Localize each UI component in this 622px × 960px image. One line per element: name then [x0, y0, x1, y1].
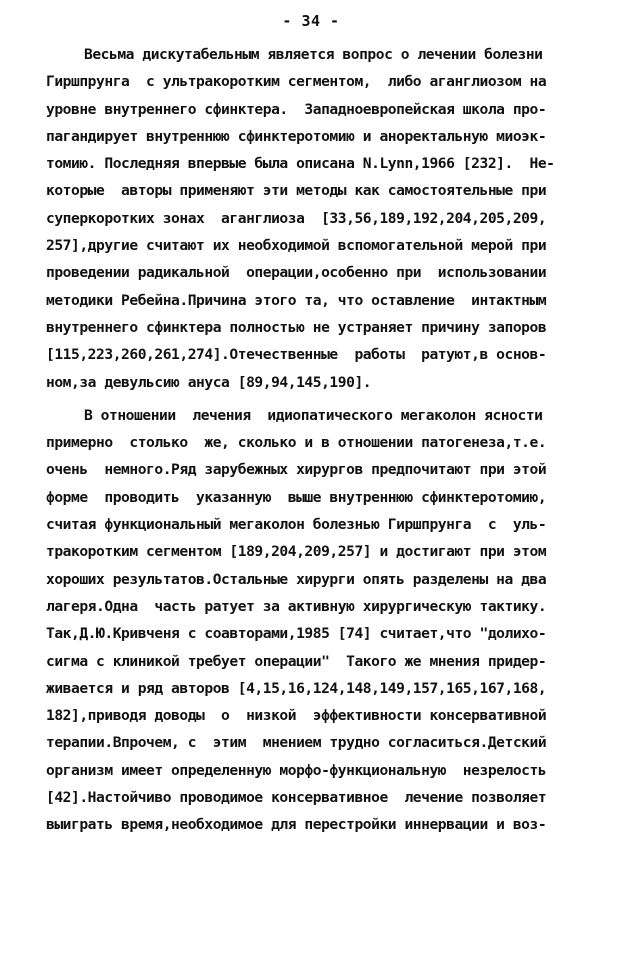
text-line: хороших результатов.Остальные хирурги опять разделены на два — [46, 570, 547, 588]
text-line: уровне внутреннего сфинктера. Западноевропейская школа про- — [46, 100, 547, 118]
text-line: 257],другие считают их необходимой вспомогательной мерой при — [46, 237, 547, 255]
text-line: суперкоротких зонах аганглиоза [33,56,189,192,204,205,209, — [46, 209, 547, 227]
paragraph-1 — [46, 41, 578, 396]
text-line: организм имеет определенную морфо-функциональную незрелость — [46, 761, 547, 779]
text-line: Гиршпрунга с ультракоротким сегментом, либо аганглиозом на — [46, 73, 547, 91]
text-line: лагеря.Одна часть ратует за активную хирургическую тактику. — [46, 597, 547, 615]
text-line: внутреннего сфинктера полностью не устраняет причину запоров — [46, 318, 547, 336]
text-line: сигма с клиникой требует операции" Такого же мнения придер- — [46, 652, 547, 670]
text-line: проведении радикальной операции,особенно при использовании — [46, 264, 547, 282]
text-line: Так,Д.Ю.Кривченя с соавторами,1985 [74] считает,что "долихо- — [46, 625, 547, 643]
text-line: живается и ряд авторов [4,15,16,124,148,149,157,165,167,168, — [46, 679, 547, 697]
text-line: В отношении лечения идиопатического мегаколон ясности — [84, 406, 543, 424]
text-line: Весьма дискутабельным является вопрос о лечении болезни — [84, 46, 543, 63]
text-line: терапии.Впрочем, с этим мнением трудно согласиться.Детский — [46, 734, 547, 752]
text-line: тракоротким сегментом [189,204,209,257] и достигают при этом — [46, 543, 547, 561]
text-line: методики Ребейна.Причина этого та, что оставление интактным — [46, 291, 547, 309]
text-line: ном,за девульсию ануса [89,94,145,190]. — [46, 373, 372, 391]
text-line: выиграть время,необходимое для перестройки иннервации и воз- — [46, 816, 547, 834]
text-line: примерно столько же, сколько и в отношении патогенеза,т.е. — [46, 434, 547, 452]
document-body — [46, 41, 578, 839]
text-line: [42].Настойчиво проводимое консервативное лечение позволяет — [46, 789, 547, 807]
text-line: 182],приводя доводы о низкой эффективности консервативной — [46, 707, 547, 725]
paragraph-2 — [46, 402, 578, 839]
text-line: форме проводить указанную выше внутреннюю сфинктеротомию, — [46, 488, 547, 506]
text-line: томию. Последняя впервые была описана N.Lynn,1966 [232]. Не- — [46, 155, 555, 173]
text-line: очень немного.Ряд зарубежных хирургов предпочитают при этой — [46, 461, 547, 479]
text-line: которые авторы применяют эти методы как самостоятельные при — [46, 182, 547, 200]
text-line: [115,223,260,261,274].Отечественные работы ратуют,в основ- — [46, 346, 547, 364]
page-number: - 34 - — [282, 12, 340, 30]
text-line: считая функциональный мегаколон болезнью Гиршпрунга с уль- — [46, 516, 547, 534]
text-line: пагандирует внутреннюю сфинктеротомию и аноректальную миоэк- — [46, 127, 547, 145]
